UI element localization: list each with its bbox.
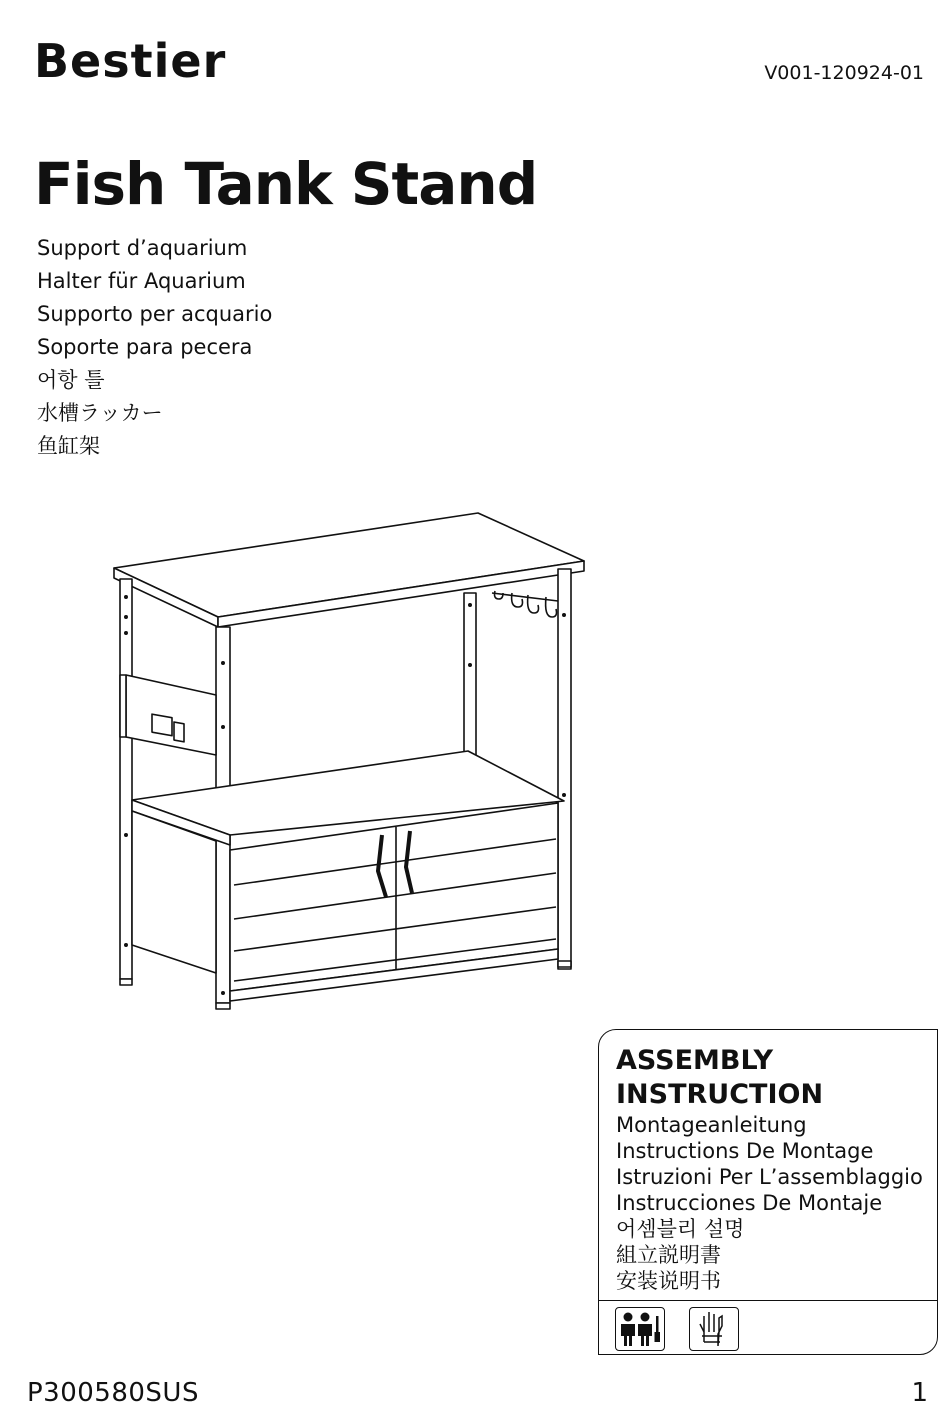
translation-it: Supporto per acquario <box>37 302 273 326</box>
translation-ja: 水槽ラッカー <box>37 401 163 425</box>
assembly-es: Instrucciones De Montaje <box>616 1191 883 1215</box>
gloves-icon <box>689 1307 739 1351</box>
product-code: P300580SUS <box>27 1378 199 1408</box>
fish-tank-stand-illustration <box>100 505 600 1025</box>
box-divider <box>599 1300 937 1301</box>
two-person-icon <box>615 1307 665 1351</box>
assembly-title <box>616 1044 823 1112</box>
assembly-de: Montageanleitung <box>616 1113 807 1137</box>
translation-de: Halter für Aquarium <box>37 269 246 293</box>
assembly-ko: 어셈블리 설명 <box>616 1217 745 1241</box>
assembly-title-line2: INSTRUCTION <box>616 1079 824 1110</box>
product-title: Fish Tank Stand <box>34 150 538 218</box>
assembly-title-line1: ASSEMBLY <box>616 1045 774 1076</box>
assembly-ja: 組立説明書 <box>616 1243 721 1267</box>
assembly-zh: 安装说明书 <box>616 1269 721 1293</box>
translation-fr: Support d’aquarium <box>37 236 248 260</box>
title-translations <box>37 232 272 463</box>
assembly-fr: Instructions De Montage <box>616 1139 874 1163</box>
brand-logo: Bestier <box>34 34 227 88</box>
page-number: 1 <box>911 1378 928 1408</box>
translation-es: Soporte para pecera <box>37 335 253 359</box>
translation-ko: 어항 틀 <box>37 368 105 392</box>
assembly-instruction-box <box>598 1029 938 1355</box>
document-version-code: V001-120924-01 <box>764 62 924 84</box>
assembly-translations <box>616 1112 923 1294</box>
assembly-it: Istruzioni Per L’assemblaggio <box>616 1165 923 1189</box>
translation-zh: 鱼缸架 <box>37 434 100 458</box>
